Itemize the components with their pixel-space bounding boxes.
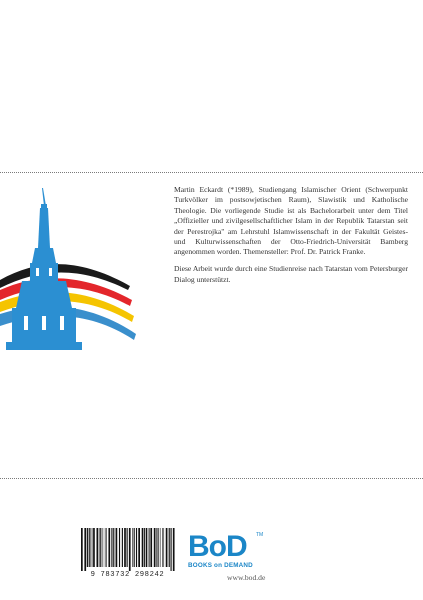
spire-with-flag-swoosh-icon [0,188,160,368]
publisher-tagline: BOOKS on DEMAND [188,562,253,569]
acknowledgement-paragraph: Diese Arbeit wurde durch eine Studienreise nach Tatarstan vom Petersburger Dialog unterstützt. [174,264,408,284]
trademark-symbol: TM [256,532,264,538]
author-bio-paragraph: Martin Eckardt (*1989), Studiengang Islamischer Orient (Schwerpunkt Turkvölker im postsowjetischen Raum), Slawistik und Katholische Theologie. Die vorliegende Studie ist als Bachelorarbeit unter dem Titel „Offizieller und zivilgesellschaftlicher Islam in der Republik Tatarstan seit der Perestrojka" am Lehrstuhl Islamwissenschaft in der Fakultät Geistes- und Kulturwissenschaften der Otto-Friedrich-Universität Bamberg angenommen worden. Themensteller: Prof. Dr. Patrick Franke. [174,185,408,257]
publisher-website: www.bod.de [227,573,266,582]
publisher-logo-mark: BoD [188,530,247,563]
barcode-digits: 9 783732 298242 [90,571,165,579]
publisher-logo [188,532,278,568]
isbn-barcode [80,528,175,580]
author-description [174,185,408,292]
barcode-bars [80,528,175,571]
bottom-dotted-divider [0,478,423,479]
top-dotted-divider [0,172,423,173]
